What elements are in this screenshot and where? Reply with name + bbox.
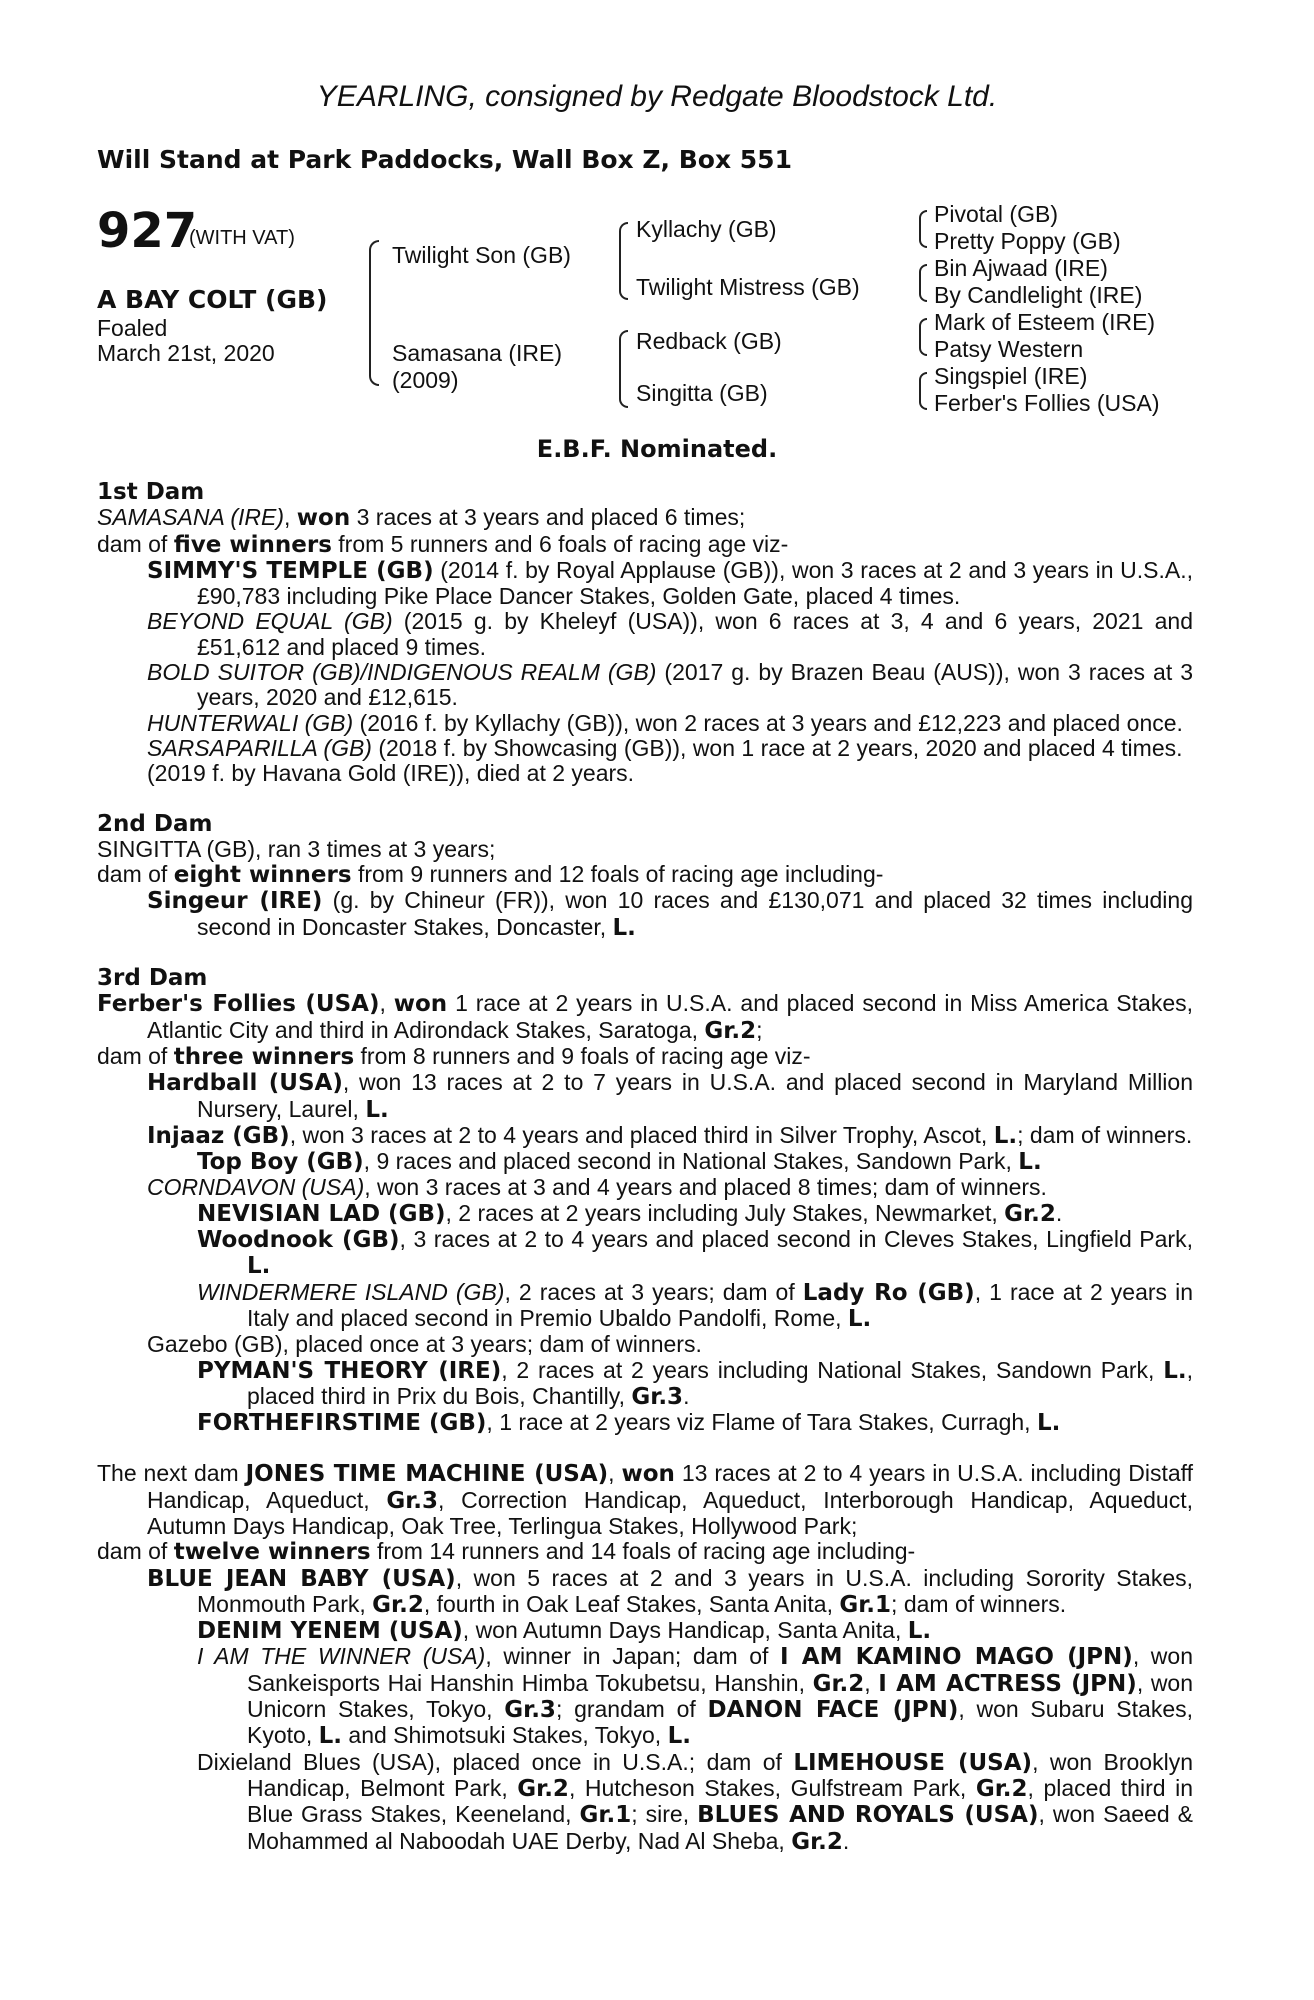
produce-entry: WINDERMERE ISLAND (GB), 2 races at 3 years; dam of Lady Ro (GB), 1 race at 2 years in Italy and placed second in Premio Ubaldo Pandolfi, Rome, L. xyxy=(197,1278,1194,1332)
produce-entry: BEYOND EQUAL (GB) (2015 g. by Kheleyf (USA)), won 6 races at 3, 4 and 6 years, 2021 and £51,612 and placed 9 times. xyxy=(147,608,1193,660)
catalogue-body xyxy=(97,480,1193,1855)
second-dam-line: SINGITTA (GB), ran 3 times at 3 years; xyxy=(97,835,496,862)
first-dam-line: SAMASANA (IRE), won 3 races at 3 years and placed 6 times; xyxy=(97,504,746,532)
sire-line-brace xyxy=(619,222,628,300)
sire-dam: Twilight Mistress (GB) xyxy=(636,274,860,300)
g3-ancestor: Pretty Poppy (GB) xyxy=(934,228,1121,254)
third-dam-produce-summary: dam of three winners from 8 runners and 9 foals of racing age viz- xyxy=(97,1042,811,1070)
first-dam-heading: 1st Dam xyxy=(97,479,205,505)
produce-entry: NEVISIAN LAD (GB), 2 races at 2 years including July Stakes, Newmarket, Gr.2. xyxy=(197,1199,1063,1227)
g3-ancestor: Pivotal (GB) xyxy=(934,201,1058,227)
produce-entry: Top Boy (GB), 9 races and placed second in National Stakes, Sandown Park, L. xyxy=(197,1148,1042,1176)
sire-sire: Kyllachy (GB) xyxy=(636,216,777,242)
produce-entry: Gazebo (GB), placed once at 3 years; dam of winners. xyxy=(147,1331,702,1358)
produce-entry: Hardball (USA), won 13 races at 2 to 7 years in U.S.A. and placed second in Maryland Million Nursery, Laurel, L. xyxy=(147,1069,1193,1123)
produce-entry: BOLD SUITOR (GB)/INDIGENOUS REALM (GB) (2017 g. by Brazen Beau (AUS)), won 3 races at 3 years, 2020 and £12,615. xyxy=(147,659,1193,711)
g3-ancestor: Ferber's Follies (USA) xyxy=(934,390,1160,416)
lot-number: 927 xyxy=(97,203,198,259)
produce-entry: SIMMY'S TEMPLE (GB) (2014 f. by Royal Applause (GB)), won 3 races at 2 and 3 years in U.S.A., £90,783 including Pike Place Dancer Stakes, Golden Gate, placed 4 times. xyxy=(147,556,1193,610)
produce-entry: HUNTERWALI (GB) (2016 f. by Kyllachy (GB)), won 2 races at 3 years and £12,223 and placed once. xyxy=(147,709,1183,736)
dam-dam: Singitta (GB) xyxy=(636,380,768,406)
stand-location: Will Stand at Park Paddocks, Wall Box Z, Box 551 xyxy=(97,145,792,174)
sire-dam-brace xyxy=(369,240,379,386)
produce-entry: FORTHEFIRSTIME (GB), 1 race at 2 years viz Flame of Tara Stakes, Curragh, L. xyxy=(197,1409,1061,1437)
g3-ancestor: Patsy Western xyxy=(934,336,1084,362)
foaled-label: Foaled xyxy=(97,315,168,341)
third-dam-heading: 3rd Dam xyxy=(97,965,208,992)
second-dam-produce-summary: dam of eight winners from 9 runners and 12 foals of racing age including- xyxy=(97,861,884,889)
g3-brace-3 xyxy=(919,318,927,356)
horse-description: A BAY COLT (GB) xyxy=(97,285,328,314)
produce-entry: Woodnook (GB), 3 races at 2 to 4 years and placed second in Cleves Stakes, Lingfield Park, L. xyxy=(197,1226,1193,1280)
dam-line-brace xyxy=(619,330,628,408)
next-dam-produce-summary: dam of twelve winners from 14 runners and 14 foals of racing age including- xyxy=(97,1538,916,1566)
g3-brace-2 xyxy=(919,264,927,302)
produce-entry: I AM THE WINNER (USA), winner in Japan; dam of I AM KAMINO MAGO (JPN), won Sankeisports Hai Hanshin Himba Tokubetsu, Hanshin, Gr.2, I AM ACTRESS (JPN), won Unicorn Stakes, Tokyo, Gr.3; grandam of DANON FACE (JPN), won Subaru Stakes, Kyoto, L. and Shimotsuki Stakes, Tokyo, L. xyxy=(197,1643,1194,1750)
g3-ancestor: Bin Ajwaad (IRE) xyxy=(934,255,1108,281)
produce-entry: Injaaz (GB), won 3 races at 2 to 4 years and placed third in Silver Trophy, Ascot, L.; dam of winners. xyxy=(147,1121,1193,1149)
produce-entry: SARSAPARILLA (GB) (2018 f. by Showcasing (GB)), won 1 race at 2 years, 2020 and placed 4 times. xyxy=(147,734,1183,761)
g3-ancestor: By Candlelight (IRE) xyxy=(934,282,1143,308)
dam-year: (2009) xyxy=(392,367,459,393)
second-dam-heading: 2nd Dam xyxy=(97,810,213,837)
produce-entry: Singeur (IRE) (g. by Chineur (FR)), won 10 races and £130,071 and placed 32 times including second in Doncaster Stakes, Doncaster, L. xyxy=(147,887,1193,941)
produce-entry: BLUE JEAN BABY (USA), won 5 races at 2 and 3 years in U.S.A. including Sorority Stakes, Monmouth Park, Gr.2, fourth in Oak Leaf Stakes, Santa Anita, Gr.1; dam of winners. xyxy=(147,1564,1193,1618)
produce-entry: DENIM YENEM (USA), won Autumn Days Handicap, Santa Anita, L. xyxy=(197,1617,932,1645)
g3-ancestor: Singspiel (IRE) xyxy=(934,363,1088,389)
g3-brace-4 xyxy=(919,372,927,410)
produce-entry: CORNDAVON (USA), won 3 races at 3 and 4 years and placed 8 times; dam of winners. xyxy=(147,1174,1047,1201)
first-dam-produce-summary: dam of five winners from 5 runners and 6 foals of racing age viz- xyxy=(97,530,789,558)
ebf-nominated: E.B.F. Nominated. xyxy=(536,435,778,463)
consignment-heading: YEARLING, consigned by Redgate Bloodstock Ltd. xyxy=(316,80,998,113)
produce-entry: PYMAN'S THEORY (IRE), 2 races at 2 years including National Stakes, Sandown Park, L., placed third in Prix du Bois, Chantilly, Gr.3. xyxy=(197,1356,1193,1410)
third-dam-line: Ferber's Follies (USA), won 1 race at 2 years in U.S.A. and placed second in Miss America Stakes, Atlantic City and third in Adirondack Stakes, Saratoga, Gr.2; xyxy=(97,990,1193,1044)
foaled-date: March 21st, 2020 xyxy=(97,340,275,366)
next-dam-line: The next dam JONES TIME MACHINE (USA), won 13 races at 2 to 4 years in U.S.A. including Distaff Handicap, Aqueduct, Gr.3, Correction Handicap, Aqueduct, Interborough Handicap, Aqueduct, Autumn Days Handicap, Oak Tree, Terlingua Stakes, Hollywood Park; xyxy=(97,1460,1194,1539)
dam: Samasana (IRE) xyxy=(392,340,563,366)
vat-label: (WITH VAT) xyxy=(189,227,295,249)
g3-brace-1 xyxy=(919,210,927,248)
sire: Twilight Son (GB) xyxy=(392,242,571,268)
dam-sire: Redback (GB) xyxy=(636,328,782,354)
produce-entry: (2019 f. by Havana Gold (IRE)), died at 2 years. xyxy=(147,760,635,787)
produce-entry: Dixieland Blues (USA), placed once in U.S.A.; dam of LIMEHOUSE (USA), won Brooklyn Handicap, Belmont Park, Gr.2, Hutcheson Stakes, Gulfstream Park, Gr.2, placed third in Blue Grass Stakes, Keeneland, Gr.1; sire, BLUES AND ROYALS (USA), won Saeed & Mohammed al Naboodah UAE Derby, Nad Al Sheba, Gr.2. xyxy=(197,1748,1193,1855)
g3-ancestor: Mark of Esteem (IRE) xyxy=(934,309,1156,335)
